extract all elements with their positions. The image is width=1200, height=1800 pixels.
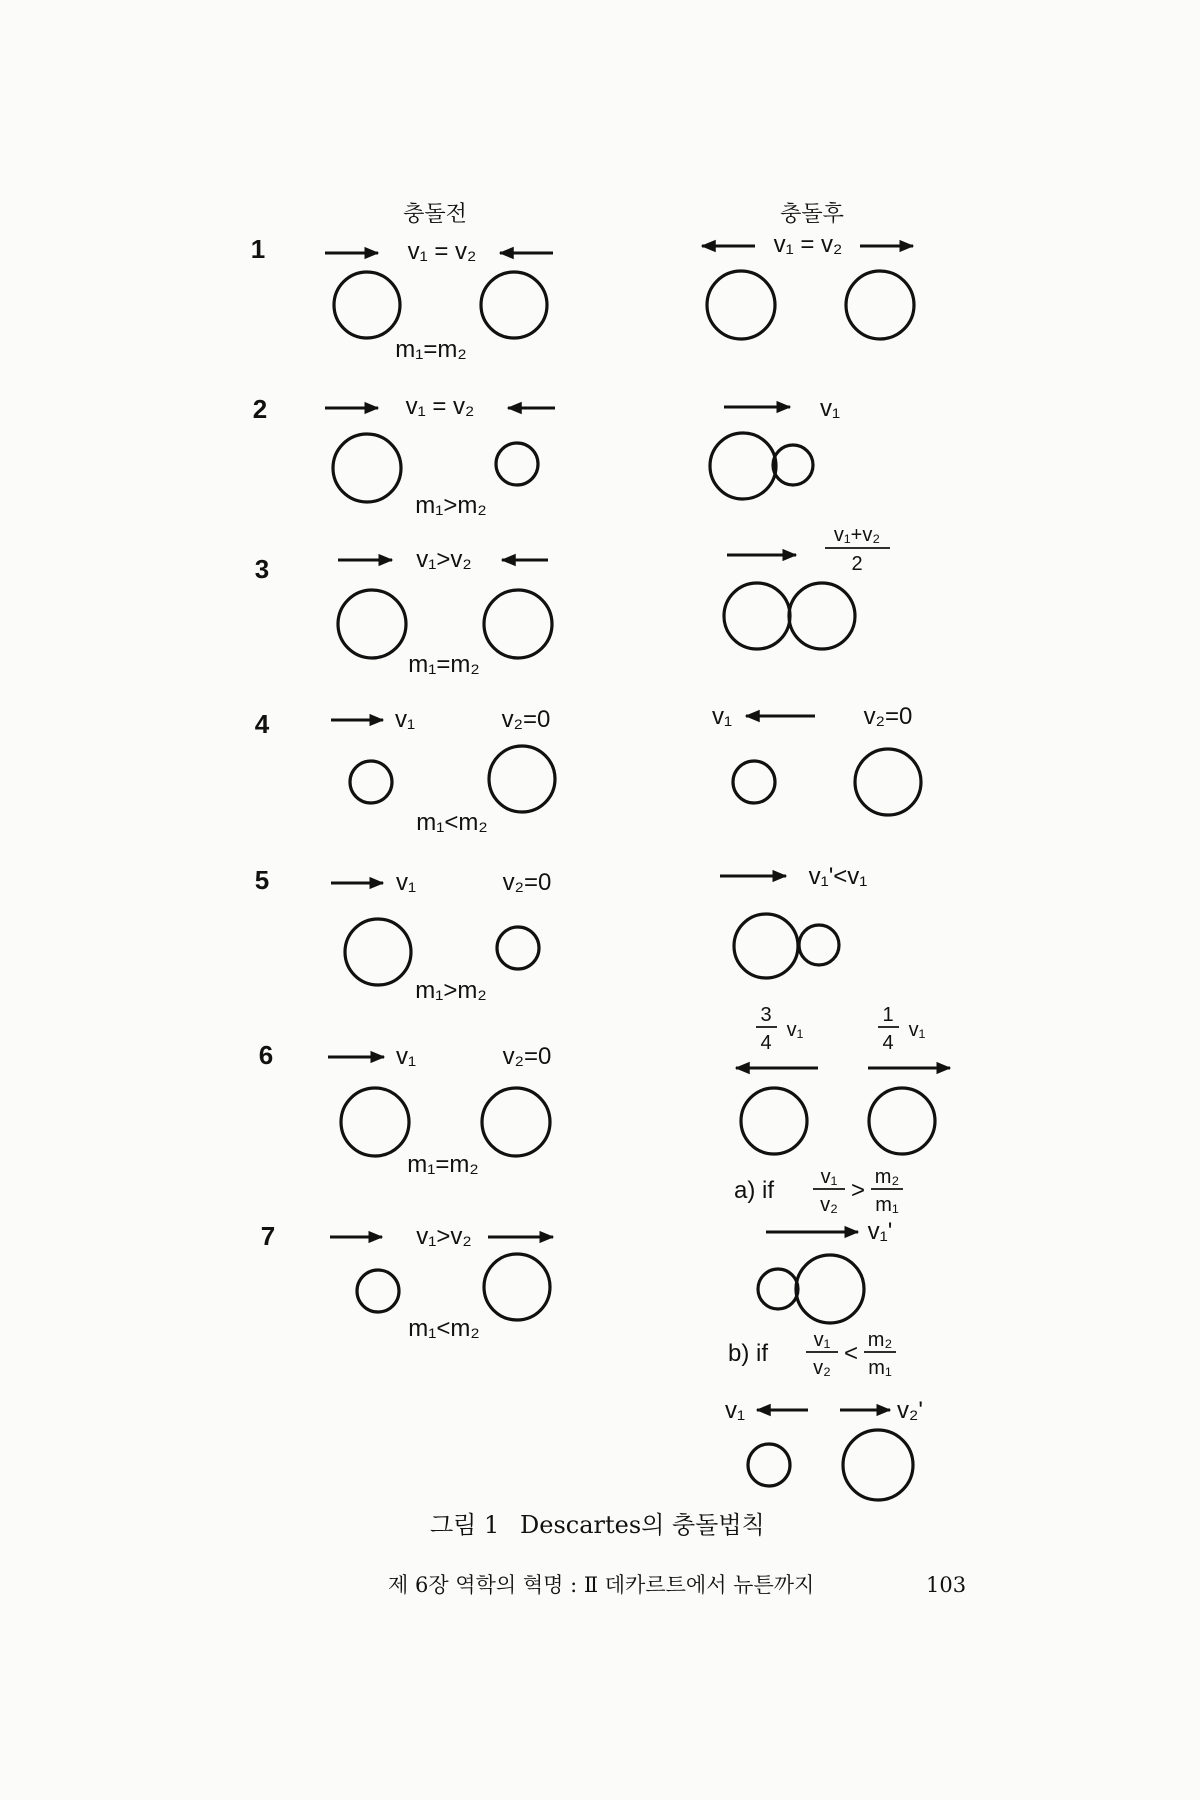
ball-2 [482,1088,550,1156]
after-ball-2 [799,925,839,965]
ball-2 [497,927,539,969]
row-7 [261,1166,923,1500]
figure-caption-text: Descartes의 충돌법칙 [520,1511,765,1539]
velocity-label-1: v₁ [395,869,417,896]
after-b-ball-1 [748,1444,790,1486]
fraction-denominator: m₁ [868,1357,892,1379]
fraction-variable: v₁ [786,1019,804,1041]
velocity-label: v₁>v₂ [416,546,472,573]
after-ball-2 [855,749,921,815]
fraction-numerator: 1 [882,1004,894,1026]
fraction-denominator: m₁ [875,1194,899,1216]
condition-a-prefix: a) if [734,1177,775,1204]
velocity-label: v₁>v₂ [416,1223,472,1250]
row-5 [255,863,868,1004]
ball-1 [350,761,392,803]
ball-1 [341,1088,409,1156]
velocity-label: v₁ = v₂ [407,238,477,265]
velocity-label-2: v₂=0 [502,869,552,896]
row-number: 1 [250,234,266,264]
fraction-numerator: v₁ [813,1329,831,1351]
row-number: 4 [254,709,270,739]
condition-b-prefix: b) if [728,1340,769,1367]
after-velocity-label-1: v₁ [711,703,733,730]
ball-1 [334,272,400,338]
velocity-label-2: v₂=0 [502,1043,552,1070]
row-4 [255,703,921,836]
figure-caption-label: 그림 1 [430,1511,500,1539]
after-a-ball-1 [758,1269,798,1309]
row-number: 6 [258,1040,274,1070]
row-number: 7 [260,1221,276,1251]
after-ball-1 [741,1088,807,1154]
velocity-label: v₁ = v₂ [405,393,475,420]
after-ball-2 [846,271,914,339]
condition-b-operator: < [843,1340,859,1367]
ball-2 [481,272,547,338]
after-ball-2 [869,1088,935,1154]
header-after: 충돌후 [780,202,844,227]
after-b-velocity-label-1: v₁ [724,1397,746,1424]
ball-2 [484,590,552,658]
ball-2 [489,746,555,812]
ball-2 [484,1254,550,1320]
after-ball-2 [789,583,855,649]
fraction-numerator: v₁+v₂ [833,524,881,546]
row-number: 2 [252,394,268,424]
velocity-label-1: v₁ [395,1043,417,1070]
condition-a-operator: > [850,1177,866,1204]
fraction-denominator: 2 [851,553,863,575]
after-ball-2 [773,445,813,485]
after-ball-1 [724,583,790,649]
fraction-numerator: v₁ [820,1166,838,1188]
ball-1 [357,1270,399,1312]
mass-relation: m₁>m₂ [415,977,487,1004]
after-velocity-label: v₁ = v₂ [773,231,843,258]
velocity-label-2: v₂=0 [501,706,551,733]
mass-relation: m₁>m₂ [415,492,487,519]
fraction-denominator: v₂ [813,1357,831,1379]
mass-relation: m₁=m₂ [408,651,480,678]
mass-relation: m₁=m₂ [395,336,467,363]
page-number: 103 [926,1573,967,1597]
mass-relation: m₁<m₂ [408,1315,480,1342]
fraction-variable: v₁ [908,1019,926,1041]
after-velocity-label: v₁'<v₁ [808,863,868,890]
row-number: 3 [254,554,270,584]
fraction-numerator: m₂ [874,1166,900,1188]
velocity-label-1: v₁ [394,706,416,733]
after-a-velocity-label: v₁' [867,1218,893,1245]
ball-1 [338,590,406,658]
row-6 [259,1004,950,1178]
after-ball-1 [707,271,775,339]
fraction-denominator: v₂ [820,1194,838,1216]
after-velocity-label-2: v₂=0 [863,703,913,730]
ball-1 [333,434,401,502]
row-number: 5 [254,865,270,895]
ball-1 [345,919,411,985]
after-a-ball-2 [796,1255,864,1323]
after-b-ball-2 [843,1430,913,1500]
fraction-numerator: 3 [760,1004,772,1026]
row-3 [255,524,890,678]
mass-relation: m₁=m₂ [407,1151,479,1178]
after-ball-1 [710,433,776,499]
mass-relation: m₁<m₂ [416,809,488,836]
after-velocity-label: v₁ [819,395,841,422]
row-1 [251,231,914,363]
after-b-velocity-label-2: v₂' [897,1397,923,1424]
fraction-denominator: 4 [882,1032,894,1054]
row-2 [253,393,840,519]
after-ball-1 [734,914,798,978]
header-before: 충돌전 [403,202,467,227]
running-head: 제 6장 역학의 혁명 : Ⅱ 데카르트에서 뉴튼까지 [388,1573,815,1597]
ball-2 [496,443,538,485]
fraction-denominator: 4 [760,1032,772,1054]
fraction-numerator: m₂ [867,1329,893,1351]
after-ball-1 [733,761,775,803]
